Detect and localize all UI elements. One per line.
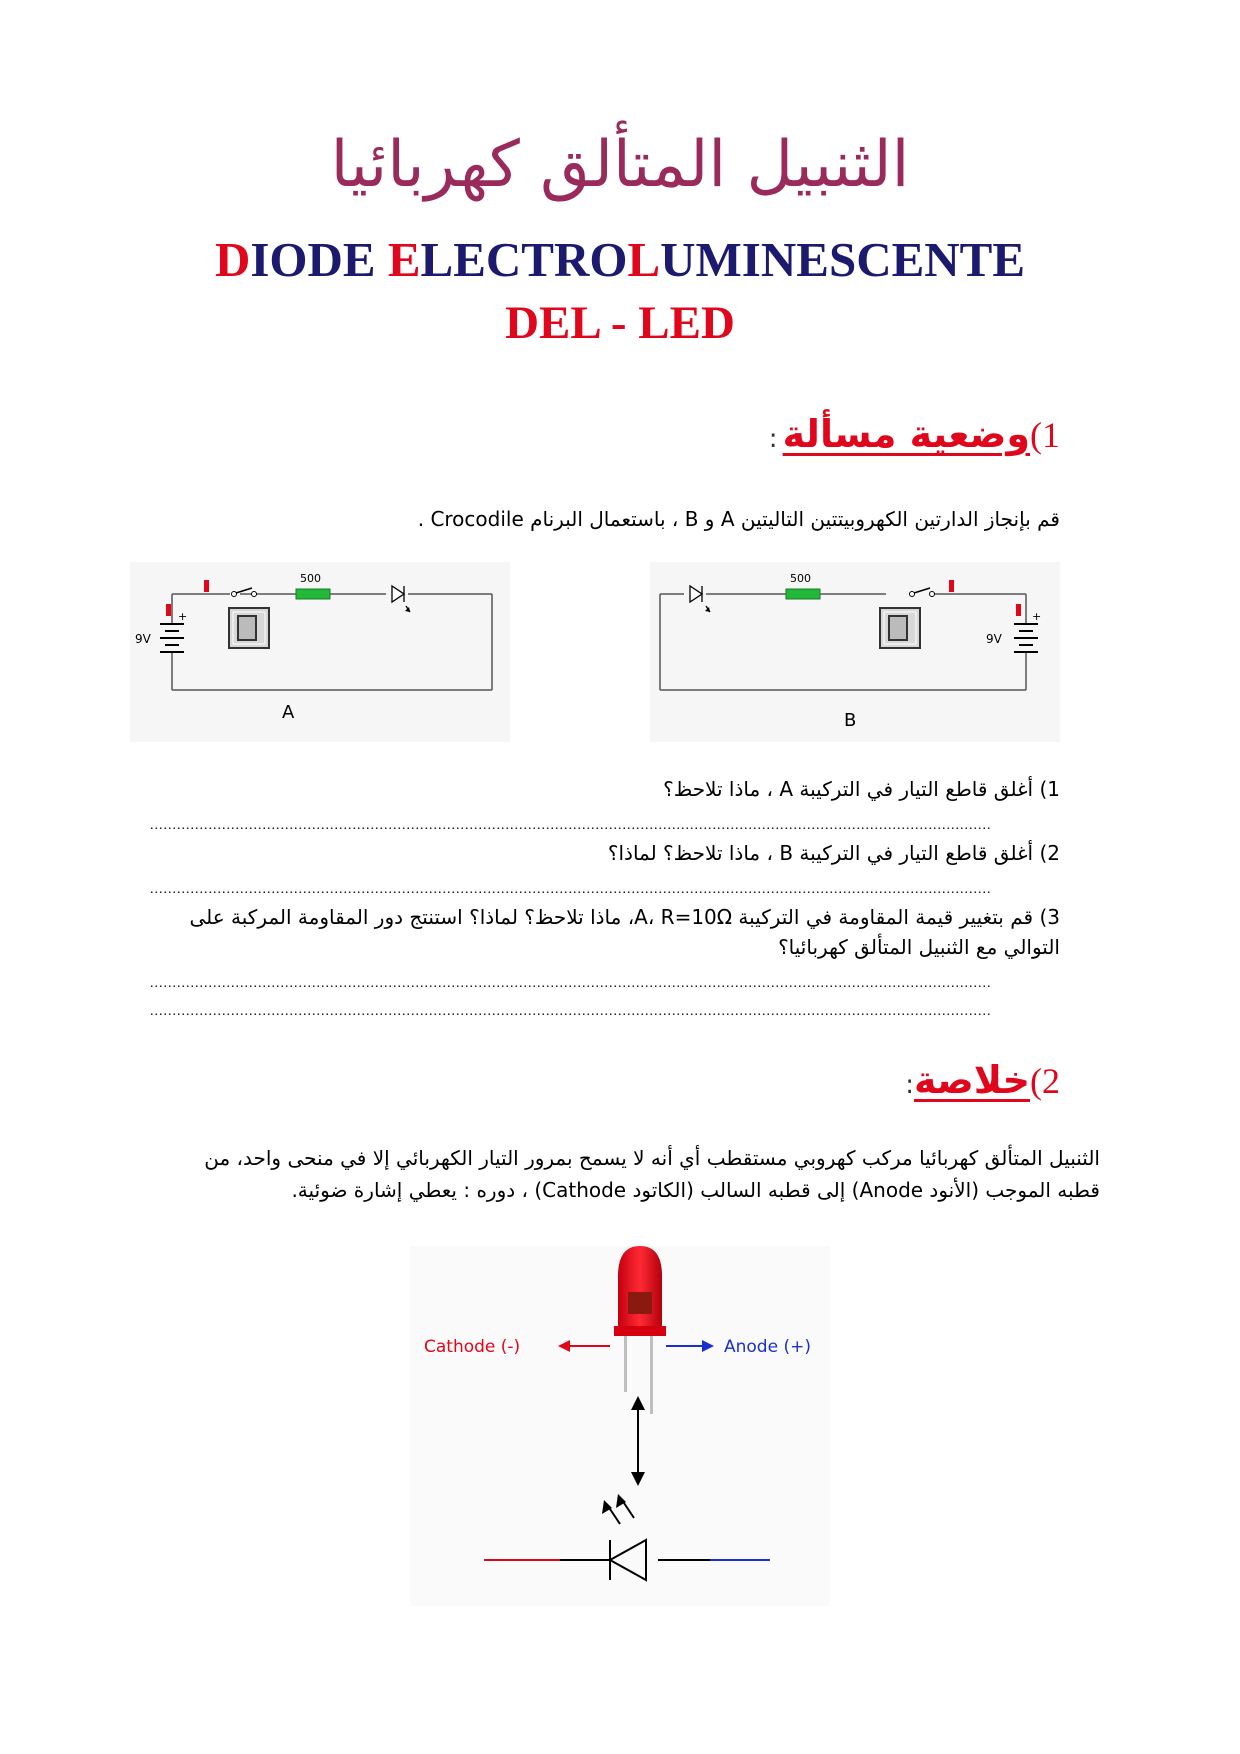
battery-red-terminal	[166, 604, 171, 616]
anode-arrow-icon	[666, 1340, 714, 1352]
title-part-lectro: LECTRO	[420, 232, 628, 287]
section1-heading	[560, 412, 1060, 456]
question-3: 3) قم بتغيير قيمة المقاومة في التركيبة A، R=10Ω، ماذا تلاحظ؟ لماذا؟ استنتج دور المقاومة المركبة على التوالي مع الثنبيل المتألق كهربائيا؟	[189, 905, 1060, 959]
title-letter-l: L	[627, 232, 661, 287]
section1-title: وضعية مسألة	[782, 412, 1030, 456]
circuit-b-figure	[650, 562, 1060, 742]
battery-b-red-terminal	[1016, 604, 1021, 616]
title-part-uminescente: UMINESCENTE	[660, 232, 1026, 287]
circuit-b-label: B	[844, 710, 857, 731]
question-2: 2) أغلق قاطع التيار في التركيبة B ، ماذا تلاحظ؟ لماذا؟	[607, 841, 1060, 865]
led-figure-svg	[410, 1246, 830, 1606]
section2-number: 2)	[1030, 1061, 1060, 1101]
battery-a-symbol	[160, 610, 187, 652]
led-figure	[410, 1246, 830, 1606]
cathode-label: Cathode (-)	[424, 1337, 521, 1357]
answer-line-1: ...........................................................................................................................................................................................	[150, 818, 992, 833]
section2-title: خلاصة	[913, 1058, 1030, 1102]
svg-text:+: +	[178, 610, 188, 623]
section1-number: 1)	[1030, 415, 1060, 455]
switch-red-terminal	[204, 580, 209, 592]
led-a-symbol	[386, 586, 410, 612]
resistor-a	[296, 572, 330, 599]
circuit-a-figure	[130, 562, 510, 742]
section1-colon: :	[768, 424, 778, 454]
switch-b[interactable]	[880, 588, 935, 648]
cathode-arrow-icon	[558, 1340, 610, 1352]
resistor-b	[786, 572, 820, 599]
answer-line-3a: ...........................................................................................................................................................................................	[150, 976, 992, 991]
section2-heading	[560, 1058, 1060, 1102]
led-b-symbol	[684, 586, 710, 612]
french-title	[0, 232, 1240, 288]
led-bulb-photo	[614, 1246, 666, 1414]
title-letter-e: E	[387, 232, 421, 287]
switch-a[interactable]	[229, 588, 269, 648]
battery-b-symbol	[1014, 610, 1041, 652]
answer-line-3b: ...........................................................................................................................................................................................	[150, 1004, 992, 1019]
switch-b-red-terminal	[949, 580, 954, 592]
section1-intro: قم بإنجاز الدارتين الكهروبيتتين التاليتين A و B ، باستعمال البرنام Crocodile .	[417, 507, 1060, 531]
answer-line-2: ...........................................................................................................................................................................................	[150, 882, 992, 897]
led-schematic-symbol	[484, 1494, 770, 1580]
conclusion-text: الثنبيل المتألق كهربائيا مركب كهروبي مستقطب أي أنه لا يسمح بمرور التيار الكهربائي إلا في منحى واحد، من قطبه الموجب (الأنود Anode) إلى قطبه السالب (الكاتود Cathode) ، دوره : يعطي إشارة ضوئية.	[204, 1146, 1100, 1202]
double-arrow-icon	[631, 1396, 645, 1486]
circuit-a-svg	[130, 562, 510, 742]
resistor-a-value: 500	[300, 572, 321, 585]
resistor-b-value: 500	[790, 572, 811, 585]
title-letter-d: D	[214, 232, 251, 287]
subtitle-del-led: DEL - LED	[505, 297, 735, 349]
question-1: 1) أغلق قاطع التيار في التركيبة A ، ماذا تلاحظ؟	[663, 777, 1060, 801]
svg-text:+: +	[1032, 610, 1042, 623]
circuit-a-label: A	[282, 702, 295, 723]
battery-a-label: 9V	[135, 632, 151, 646]
section2-colon: :	[905, 1070, 914, 1100]
anode-label: Anode (+)	[724, 1337, 811, 1357]
battery-b-label: 9V	[986, 632, 1002, 646]
arabic-title: الثنبيل المتألق كهربائيا	[330, 128, 910, 202]
title-part-iode: IODE	[250, 232, 388, 287]
